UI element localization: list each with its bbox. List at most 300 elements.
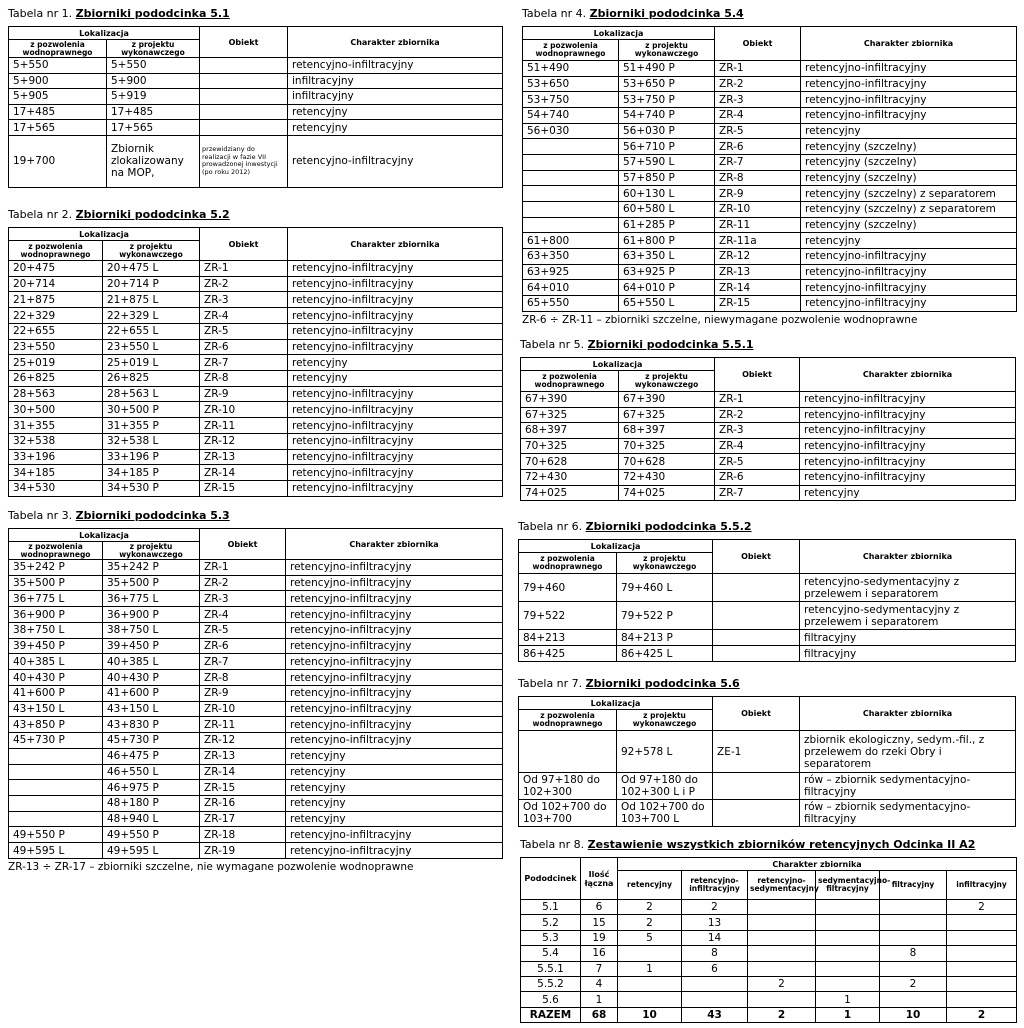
cell-charakter: retencyjno-infiltracyjny	[286, 575, 503, 591]
cell-z-pozwolenia	[523, 139, 619, 155]
cell-z-pozwolenia: 5+900	[9, 73, 107, 89]
cell-obiekt: przewidziany do realizacji w fazie VII prowadzonej inwestycji (po roku 2012)	[200, 135, 288, 187]
cell-obiekt: ZR-5	[200, 622, 286, 638]
cell-value	[682, 992, 748, 1007]
cell-value	[748, 900, 816, 915]
header-obiekt: Obiekt	[200, 228, 288, 261]
cell-total: 10	[618, 1007, 682, 1022]
cell-charakter: retencyjny	[288, 355, 503, 371]
table-row	[521, 485, 1016, 501]
cell-z-projektu: 25+019 L	[103, 355, 200, 371]
table-row	[9, 780, 503, 796]
table-3-caption: Tabela nr 3. Zbiorniki pododcinka 5.3	[8, 509, 230, 522]
cell-pododcinek: 5.4	[521, 946, 581, 961]
table-3-note: ZR-13 ÷ ZR-17 – zbiorniki szczelne, nie wymagane pozwolenie wodnoprawne	[8, 860, 414, 873]
table-row	[9, 120, 503, 136]
cell-obiekt: ZR-15	[200, 780, 286, 796]
table-3-body	[9, 529, 503, 859]
cell-value	[947, 992, 1017, 1007]
cell-z-pozwolenia	[9, 780, 103, 796]
cell-charakter: retencyjno-infiltracyjny	[288, 386, 503, 402]
cell-pododcinek: 5.5.1	[521, 961, 581, 976]
table-row	[9, 104, 503, 120]
table-row	[521, 946, 1017, 961]
header-z-pozwolenia: z pozwolenia wodnoprawnego	[519, 710, 617, 731]
cell-obiekt: ZR-10	[200, 701, 286, 717]
table-row	[9, 465, 503, 481]
table-row	[9, 371, 503, 387]
cell-obiekt: ZR-11	[200, 717, 286, 733]
cell-z-pozwolenia: 53+750	[523, 92, 619, 108]
cell-obiekt: ZR-8	[200, 371, 288, 387]
cell-total: 10	[880, 1007, 947, 1022]
cell-charakter: retencyjno-infiltracyjny	[288, 276, 503, 292]
cell-value: 8	[682, 946, 748, 961]
cell-obiekt: ZR-6	[200, 339, 288, 355]
table-row	[523, 233, 1017, 249]
cell-value	[880, 900, 947, 915]
cell-obiekt: ZR-4	[200, 607, 286, 623]
cell-z-pozwolenia: 35+500 P	[9, 575, 103, 591]
cell-z-projektu: 70+628	[619, 454, 715, 470]
table-4-body	[523, 27, 1017, 312]
cell-z-pozwolenia: 67+390	[521, 392, 619, 408]
cell-value: 1	[581, 992, 618, 1007]
cell-charakter: retencyjny (szczelny)	[801, 217, 1017, 233]
cell-total: 2	[748, 1007, 816, 1022]
cell-obiekt: ZR-1	[200, 560, 286, 576]
cell-obiekt: ZR-11	[715, 217, 801, 233]
cell-obiekt: ZR-4	[715, 107, 801, 123]
cell-z-projektu: 22+655 L	[103, 323, 200, 339]
cell-z-projektu: 33+196 P	[103, 449, 200, 465]
cell-z-projektu: 40+385 L	[103, 654, 200, 670]
cell-obiekt: ZR-12	[200, 433, 288, 449]
cell-value	[880, 961, 947, 976]
cell-value	[880, 930, 947, 945]
cell-charakter: rów – zbiornik sedymentacyjno-filtracyjny	[800, 773, 1016, 800]
table-row	[9, 811, 503, 827]
cell-value	[947, 976, 1017, 991]
header-col-3: sedymentacyjno-filtracyjny	[816, 871, 880, 900]
header-z-pozwolenia: z pozwolenia wodnoprawnego	[523, 40, 619, 61]
cell-obiekt: ZR-11	[200, 418, 288, 434]
cell-z-pozwolenia	[519, 731, 617, 773]
table-row	[523, 123, 1017, 139]
cell-charakter: retencyjno-infiltracyjny	[286, 591, 503, 607]
cell-charakter: retencyjny	[286, 796, 503, 812]
table-6-block	[518, 520, 1016, 662]
cell-obiekt	[200, 89, 288, 105]
header-charakter: Charakter zbiornika	[800, 358, 1016, 392]
cell-z-projektu: 74+025	[619, 485, 715, 501]
cell-z-projektu: 60+580 L	[619, 201, 715, 217]
table-row	[523, 264, 1017, 280]
cell-obiekt	[200, 58, 288, 74]
cell-obiekt: ZR-3	[715, 423, 800, 439]
table-row	[9, 670, 503, 686]
cell-value	[748, 992, 816, 1007]
cell-obiekt: ZR-9	[715, 186, 801, 202]
cell-z-pozwolenia: 86+425	[519, 646, 617, 662]
table-row	[9, 276, 503, 292]
cell-z-projektu: 34+530 P	[103, 481, 200, 497]
cell-value	[947, 961, 1017, 976]
cell-z-projektu: Zbiornik zlokalizowany na MOP,	[107, 135, 200, 187]
cell-z-projektu: 46+550 L	[103, 764, 200, 780]
table-3	[8, 528, 503, 859]
cell-charakter: retencyjny (szczelny)	[801, 139, 1017, 155]
cell-total: 43	[682, 1007, 748, 1022]
cell-obiekt: ZR-3	[200, 292, 288, 308]
table-row	[9, 89, 503, 105]
cell-charakter: infiltracyjny	[288, 89, 503, 105]
table-row	[521, 930, 1017, 945]
header-obiekt: Obiekt	[713, 540, 800, 574]
cell-z-pozwolenia: 5+905	[9, 89, 107, 105]
cell-z-pozwolenia: 64+010	[523, 280, 619, 296]
cell-z-pozwolenia: 33+196	[9, 449, 103, 465]
table-row	[9, 717, 503, 733]
table-row	[9, 58, 503, 74]
cell-charakter: retencyjno-infiltracyjny	[288, 58, 503, 74]
cell-z-pozwolenia: 5+550	[9, 58, 107, 74]
table-row	[9, 575, 503, 591]
cell-obiekt: ZR-16	[200, 796, 286, 812]
table-1-block	[8, 7, 503, 188]
header-lokalizacja: Lokalizacja	[523, 27, 715, 40]
cell-z-projektu: 61+285 P	[619, 217, 715, 233]
table-row	[519, 773, 1016, 800]
cell-value	[682, 976, 748, 991]
cell-charakter: retencyjny	[288, 120, 503, 136]
cell-z-projektu: 31+355 P	[103, 418, 200, 434]
cell-obiekt: ZR-2	[715, 76, 801, 92]
header-col-4: filtracyjny	[880, 871, 947, 900]
cell-charakter: retencyjny	[286, 764, 503, 780]
table-row	[521, 454, 1016, 470]
header-z-projektu: z projektu wykonawczego	[617, 710, 713, 731]
cell-obiekt: ZR-9	[200, 685, 286, 701]
table-row	[9, 607, 503, 623]
cell-value: 1	[816, 992, 880, 1007]
cell-obiekt: ZR-7	[200, 654, 286, 670]
cell-z-pozwolenia: 36+775 L	[9, 591, 103, 607]
cell-obiekt: ZR-7	[715, 485, 800, 501]
table-row	[9, 355, 503, 371]
cell-charakter: retencyjno-infiltracyjny	[286, 560, 503, 576]
cell-value: 2	[618, 900, 682, 915]
cell-z-pozwolenia: 19+700	[9, 135, 107, 187]
cell-z-projektu: 26+825	[103, 371, 200, 387]
cell-z-pozwolenia: 36+900 P	[9, 607, 103, 623]
cell-z-projektu: 56+030 P	[619, 123, 715, 139]
header-row	[523, 27, 1017, 40]
cell-obiekt: ZR-10	[200, 402, 288, 418]
cell-obiekt: ZR-14	[200, 465, 288, 481]
cell-z-projektu: Od 102+700 do 103+700 L	[617, 800, 713, 827]
cell-obiekt: ZR-12	[200, 733, 286, 749]
cell-z-pozwolenia: 45+730 P	[9, 733, 103, 749]
table-row	[9, 622, 503, 638]
table-row	[523, 201, 1017, 217]
cell-obiekt	[713, 630, 800, 646]
cell-z-projektu: 43+150 L	[103, 701, 200, 717]
cell-charakter: retencyjno-infiltracyjny	[288, 339, 503, 355]
cell-z-pozwolenia: 56+030	[523, 123, 619, 139]
cell-obiekt: ZR-3	[715, 92, 801, 108]
cell-z-projektu: 79+522 P	[617, 602, 713, 630]
cell-obiekt: ZR-18	[200, 827, 286, 843]
header-pododcinek: Pododcinek	[521, 858, 581, 900]
table-row	[521, 469, 1016, 485]
cell-z-projektu: 70+325	[619, 438, 715, 454]
table-row	[519, 602, 1016, 630]
header-col-2: retencyjno-sedymentacyjny	[748, 871, 816, 900]
cell-value	[618, 992, 682, 1007]
cell-value: 2	[947, 900, 1017, 915]
header-row	[519, 540, 1016, 553]
table-row	[521, 992, 1017, 1007]
cell-z-pozwolenia: 74+025	[521, 485, 619, 501]
cell-z-pozwolenia: 34+530	[9, 481, 103, 497]
cell-charakter: zbiornik ekologiczny, sedym.-fil., z przelewem do rzeki Obry i separatorem	[800, 731, 1016, 773]
cell-charakter: retencyjno-infiltracyjny	[286, 717, 503, 733]
cell-charakter: retencyjno-infiltracyjny	[286, 638, 503, 654]
cell-z-pozwolenia: 35+242 P	[9, 560, 103, 576]
table-row	[521, 392, 1016, 408]
cell-z-pozwolenia: 28+563	[9, 386, 103, 402]
cell-z-projektu: 92+578 L	[617, 731, 713, 773]
cell-obiekt: ZR-4	[200, 308, 288, 324]
cell-obiekt: ZR-5	[200, 323, 288, 339]
cell-z-pozwolenia: 61+800	[523, 233, 619, 249]
cell-charakter: retencyjno-infiltracyjny	[286, 670, 503, 686]
cell-charakter: retencyjno-infiltracyjny	[800, 392, 1016, 408]
cell-z-projektu: 35+242 P	[103, 560, 200, 576]
cell-charakter: retencyjno-infiltracyjny	[801, 107, 1017, 123]
cell-total: 1	[816, 1007, 880, 1022]
header-col-5: infiltracyjny	[947, 871, 1017, 900]
cell-charakter: retencyjny (szczelny)	[801, 170, 1017, 186]
cell-value	[748, 930, 816, 945]
cell-z-pozwolenia: 65+550	[523, 295, 619, 311]
cell-value	[748, 946, 816, 961]
cell-value	[748, 915, 816, 930]
table-4-note: ZR-6 ÷ ZR-11 – zbiorniki szczelne, niewymagane pozwolenie wodnoprawne	[522, 313, 918, 326]
table-row	[9, 339, 503, 355]
cell-value: 8	[880, 946, 947, 961]
cell-z-projektu: 63+925 P	[619, 264, 715, 280]
cell-z-pozwolenia: Od 97+180 do 102+300	[519, 773, 617, 800]
cell-pododcinek: 5.3	[521, 930, 581, 945]
cell-charakter: retencyjno-infiltracyjny	[800, 469, 1016, 485]
header-charakter: Charakter zbiornika	[286, 529, 503, 560]
cell-charakter: retencyjno-infiltracyjny	[801, 264, 1017, 280]
cell-value: 4	[581, 976, 618, 991]
cell-z-projektu: 20+714 P	[103, 276, 200, 292]
table-row	[523, 76, 1017, 92]
cell-charakter: retencyjno-infiltracyjny	[286, 701, 503, 717]
table-5-caption: Tabela nr 5. Zbiorniki pododcinka 5.5.1	[520, 338, 754, 351]
cell-z-pozwolenia: 26+825	[9, 371, 103, 387]
cell-charakter: retencyjny	[288, 104, 503, 120]
cell-charakter: retencyjny	[286, 748, 503, 764]
cell-obiekt	[200, 120, 288, 136]
header-charakter: Charakter zbiornika	[800, 540, 1016, 574]
cell-z-projektu: 32+538 L	[103, 433, 200, 449]
cell-z-pozwolenia: 63+350	[523, 248, 619, 264]
header-row	[9, 27, 503, 40]
cell-value: 19	[581, 930, 618, 945]
cell-z-projektu: 5+900	[107, 73, 200, 89]
cell-z-pozwolenia: 43+150 L	[9, 701, 103, 717]
cell-z-projektu: 5+550	[107, 58, 200, 74]
table-8-caption: Tabela nr 8. Zestawienie wszystkich zbiorników retencyjnych Odcinka II A2	[520, 838, 976, 851]
header-charakter: Charakter zbiornika	[618, 858, 1017, 871]
cell-pododcinek: 5.6	[521, 992, 581, 1007]
header-ilosc-laczna: Ilość łączna	[581, 858, 618, 900]
header-row	[9, 529, 503, 542]
table-row	[521, 915, 1017, 930]
cell-obiekt	[713, 602, 800, 630]
table-3-block	[8, 509, 503, 873]
table-row	[9, 135, 503, 187]
cell-charakter: retencyjno-infiltracyjny	[288, 323, 503, 339]
cell-z-pozwolenia	[9, 764, 103, 780]
header-z-pozwolenia: z pozwolenia wodnoprawnego	[521, 371, 619, 392]
cell-obiekt: ZR-7	[715, 154, 801, 170]
table-row	[519, 574, 1016, 602]
table-row	[9, 764, 503, 780]
table-row	[523, 295, 1017, 311]
cell-z-pozwolenia: 20+714	[9, 276, 103, 292]
header-obiekt: Obiekt	[715, 358, 800, 392]
header-z-projektu: z projektu wykonawczego	[103, 241, 200, 261]
cell-z-pozwolenia	[9, 748, 103, 764]
cell-charakter: retencyjno-infiltracyjny	[288, 449, 503, 465]
cell-z-pozwolenia: 20+475	[9, 261, 103, 277]
cell-value	[618, 976, 682, 991]
cell-charakter: infiltracyjny	[288, 73, 503, 89]
table-1-caption: Tabela nr 1. Zbiorniki pododcinka 5.1	[8, 7, 230, 20]
cell-charakter: retencyjno-infiltracyjny	[286, 827, 503, 843]
cell-z-projektu: 67+325	[619, 407, 715, 423]
cell-charakter: retencyjny	[286, 811, 503, 827]
cell-z-pozwolenia: 63+925	[523, 264, 619, 280]
cell-z-pozwolenia: 32+538	[9, 433, 103, 449]
cell-z-projektu: 51+490 P	[619, 61, 715, 77]
cell-value	[748, 961, 816, 976]
cell-z-projektu: 17+565	[107, 120, 200, 136]
cell-z-pozwolenia: 25+019	[9, 355, 103, 371]
cell-obiekt: ZE-1	[713, 731, 800, 773]
cell-obiekt: ZR-13	[200, 748, 286, 764]
cell-obiekt: ZR-12	[715, 248, 801, 264]
header-lokalizacja: Lokalizacja	[9, 228, 200, 241]
cell-charakter: retencyjno-infiltracyjny	[288, 261, 503, 277]
cell-z-pozwolenia: 72+430	[521, 469, 619, 485]
cell-z-projektu: 56+710 P	[619, 139, 715, 155]
header-z-pozwolenia: z pozwolenia wodnoprawnego	[9, 241, 103, 261]
cell-value	[816, 946, 880, 961]
cell-z-projektu: 38+750 L	[103, 622, 200, 638]
table-6	[518, 539, 1016, 662]
table-8	[520, 857, 1017, 1023]
cell-z-pozwolenia: 70+628	[521, 454, 619, 470]
cell-charakter: retencyjno-infiltracyjny	[286, 843, 503, 859]
cell-charakter: retencyjno-infiltracyjny	[288, 135, 503, 187]
cell-z-projektu: 20+475 L	[103, 261, 200, 277]
table-row	[9, 701, 503, 717]
header-z-pozwolenia: z pozwolenia wodnoprawnego	[519, 553, 617, 574]
cell-z-pozwolenia: 17+565	[9, 120, 107, 136]
cell-z-pozwolenia: 68+397	[521, 423, 619, 439]
table-7-caption: Tabela nr 7. Zbiorniki pododcinka 5.6	[518, 677, 740, 690]
cell-z-pozwolenia: 51+490	[523, 61, 619, 77]
table-5	[520, 357, 1016, 501]
table-1-body	[9, 27, 503, 188]
cell-pododcinek: 5.5.2	[521, 976, 581, 991]
cell-z-projektu: 67+390	[619, 392, 715, 408]
table-7-block	[518, 677, 1016, 827]
header-z-projektu: z projektu wykonawczego	[619, 40, 715, 61]
cell-z-projektu: 34+185 P	[103, 465, 200, 481]
table-row	[9, 560, 503, 576]
cell-z-projektu: 35+500 P	[103, 575, 200, 591]
cell-charakter: retencyjny	[801, 123, 1017, 139]
cell-charakter: retencyjny (szczelny) z separatorem	[801, 201, 1017, 217]
cell-z-projektu: 46+975 P	[103, 780, 200, 796]
cell-obiekt: ZR-5	[715, 454, 800, 470]
table-8-body	[521, 858, 1017, 1023]
cell-charakter: rów – zbiornik sedymentacyjno-filtracyjny	[800, 800, 1016, 827]
cell-z-pozwolenia: 17+485	[9, 104, 107, 120]
cell-z-projektu: 57+850 P	[619, 170, 715, 186]
cell-obiekt: ZR-3	[200, 591, 286, 607]
cell-z-pozwolenia: 49+550 P	[9, 827, 103, 843]
cell-obiekt: ZR-4	[715, 438, 800, 454]
cell-z-projektu: Od 97+180 do 102+300 L i P	[617, 773, 713, 800]
cell-value	[816, 961, 880, 976]
cell-z-projektu: 64+010 P	[619, 280, 715, 296]
cell-z-pozwolenia: 38+750 L	[9, 622, 103, 638]
cell-charakter: retencyjno-infiltracyjny	[286, 607, 503, 623]
cell-z-pozwolenia: 21+875	[9, 292, 103, 308]
cell-z-projektu: 48+180 P	[103, 796, 200, 812]
cell-obiekt: ZR-13	[200, 449, 288, 465]
cell-z-projektu: 53+750 P	[619, 92, 715, 108]
header-charakter: Charakter zbiornika	[288, 228, 503, 261]
cell-value: 2	[880, 976, 947, 991]
cell-value: 15	[581, 915, 618, 930]
table-row	[519, 731, 1016, 773]
cell-z-pozwolenia: 22+329	[9, 308, 103, 324]
table-row	[523, 248, 1017, 264]
cell-obiekt: ZR-10	[715, 201, 801, 217]
cell-obiekt: ZR-9	[200, 386, 288, 402]
table-row	[521, 423, 1016, 439]
cell-charakter: retencyjno-infiltracyjny	[288, 433, 503, 449]
table-row	[9, 796, 503, 812]
table-row	[521, 407, 1016, 423]
table-5-body	[521, 358, 1016, 501]
header-z-projektu: z projektu wykonawczego	[103, 542, 200, 560]
cell-charakter: retencyjno-infiltracyjny	[286, 622, 503, 638]
table-2-caption: Tabela nr 2. Zbiorniki pododcinka 5.2	[8, 208, 230, 221]
header-obiekt: Obiekt	[713, 697, 800, 731]
table-row	[523, 61, 1017, 77]
